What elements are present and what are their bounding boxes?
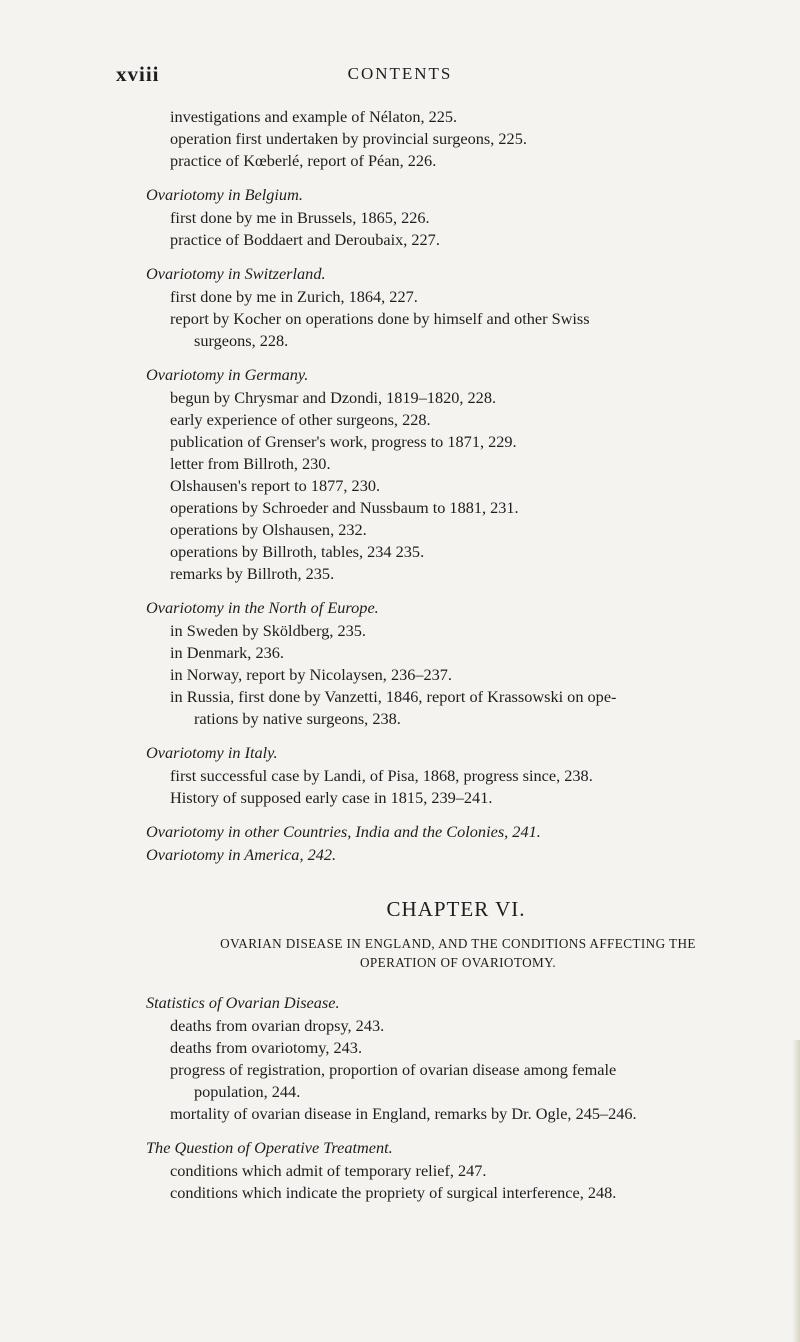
chapter-heading: CHAPTER VI. (386, 897, 526, 921)
section-title: The Question of Operative Treatment. (146, 1138, 393, 1157)
list-item: in Sweden by Sköldberg, 235. (170, 621, 366, 640)
section-belgium (146, 184, 766, 251)
running-title: CONTENTS (347, 64, 453, 83)
list-item: operations by Billroth, tables, 234 235. (170, 542, 425, 561)
list-item: early experience of other surgeons, 228. (170, 410, 431, 429)
page-edge-shadow (792, 1040, 800, 1342)
list-item: operation first undertaken by provincial surgeons, 225. (170, 129, 527, 148)
page-header (0, 62, 800, 92)
chapter-subtitle-line: OVARIAN DISEASE IN ENGLAND, AND THE CONDITIONS AFFECTING THE (220, 936, 696, 951)
page-number: xviii (116, 62, 160, 86)
section-italy (146, 742, 766, 809)
intro-entries (146, 106, 766, 172)
list-item: operations by Olshausen, 232. (170, 520, 367, 539)
section-title: Ovariotomy in Belgium. (146, 185, 303, 204)
list-item: remarks by Billroth, 235. (170, 564, 335, 583)
list-item: practice of Kœberlé, report of Péan, 226. (170, 151, 437, 170)
list-item: Olshausen's report to 1877, 230. (170, 476, 381, 495)
section-north-of-europe (146, 597, 766, 730)
entry-text: in Russia, first done by Vanzetti, 1846, report of Krassowski on ope- (170, 687, 617, 706)
section-title: Statistics of Ovarian Disease. (146, 993, 340, 1012)
entry-text: report by Kocher on operations done by himself and other Swiss (170, 309, 590, 328)
list-item: investigations and example of Nélaton, 225. (170, 107, 458, 126)
list-item: practice of Boddaert and Deroubaix, 227. (170, 230, 440, 249)
section-statistics (146, 992, 766, 1125)
section-title: Ovariotomy in Switzerland. (146, 264, 326, 283)
list-item: first done by me in Zurich, 1864, 227. (170, 287, 418, 306)
chapter-subtitle-line: OPERATION OF OVARIOTOMY. (359, 955, 557, 970)
section-title: Ovariotomy in other Countries, India and the Colonies, 241. (146, 822, 541, 841)
list-item (146, 686, 766, 730)
list-item: deaths from ovarian dropsy, 243. (170, 1016, 385, 1035)
list-item: deaths from ovariotomy, 243. (170, 1038, 363, 1057)
list-item: publication of Grenser's work, progress to 1871, 229. (170, 432, 517, 451)
entry-text: progress of registration, proportion of ovarian disease among female (170, 1060, 617, 1079)
list-item: first successful case by Landi, of Pisa, 1868, progress since, 238. (170, 766, 593, 785)
list-item: in Denmark, 236. (170, 643, 284, 662)
list-item: conditions which indicate the propriety of surgical interference, 248. (170, 1183, 617, 1202)
section-switzerland (146, 263, 766, 352)
section-title: Ovariotomy in Germany. (146, 365, 309, 384)
list-item: History of supposed early case in 1815, 239–241. (170, 788, 493, 807)
entry-continuation: rations by native surgeons, 238. (194, 709, 401, 728)
list-item: mortality of ovarian disease in England, remarks by Dr. Ogle, 245–246. (170, 1104, 637, 1123)
section-germany (146, 364, 766, 585)
section-title: Ovariotomy in the North of Europe. (146, 598, 379, 617)
section-other-countries (146, 821, 766, 866)
list-item: first done by me in Brussels, 1865, 226. (170, 208, 430, 227)
entry-continuation: surgeons, 228. (194, 331, 289, 350)
list-item: in Norway, report by Nicolaysen, 236–237. (170, 665, 452, 684)
section-operative-treatment (146, 1137, 766, 1204)
list-item (146, 308, 766, 352)
list-item: operations by Schroeder and Nussbaum to 1881, 231. (170, 498, 519, 517)
list-item: letter from Billroth, 230. (170, 454, 331, 473)
entry-continuation: population, 244. (194, 1082, 301, 1101)
section-title: Ovariotomy in Italy. (146, 743, 278, 762)
section-title: Ovariotomy in America, 242. (146, 845, 337, 864)
contents-body (146, 106, 766, 1204)
list-item: begun by Chrysmar and Dzondi, 1819–1820, 228. (170, 388, 497, 407)
chapter-subtitle (138, 934, 778, 972)
list-item: conditions which admit of temporary relief, 247. (170, 1161, 487, 1180)
list-item (146, 1059, 766, 1103)
